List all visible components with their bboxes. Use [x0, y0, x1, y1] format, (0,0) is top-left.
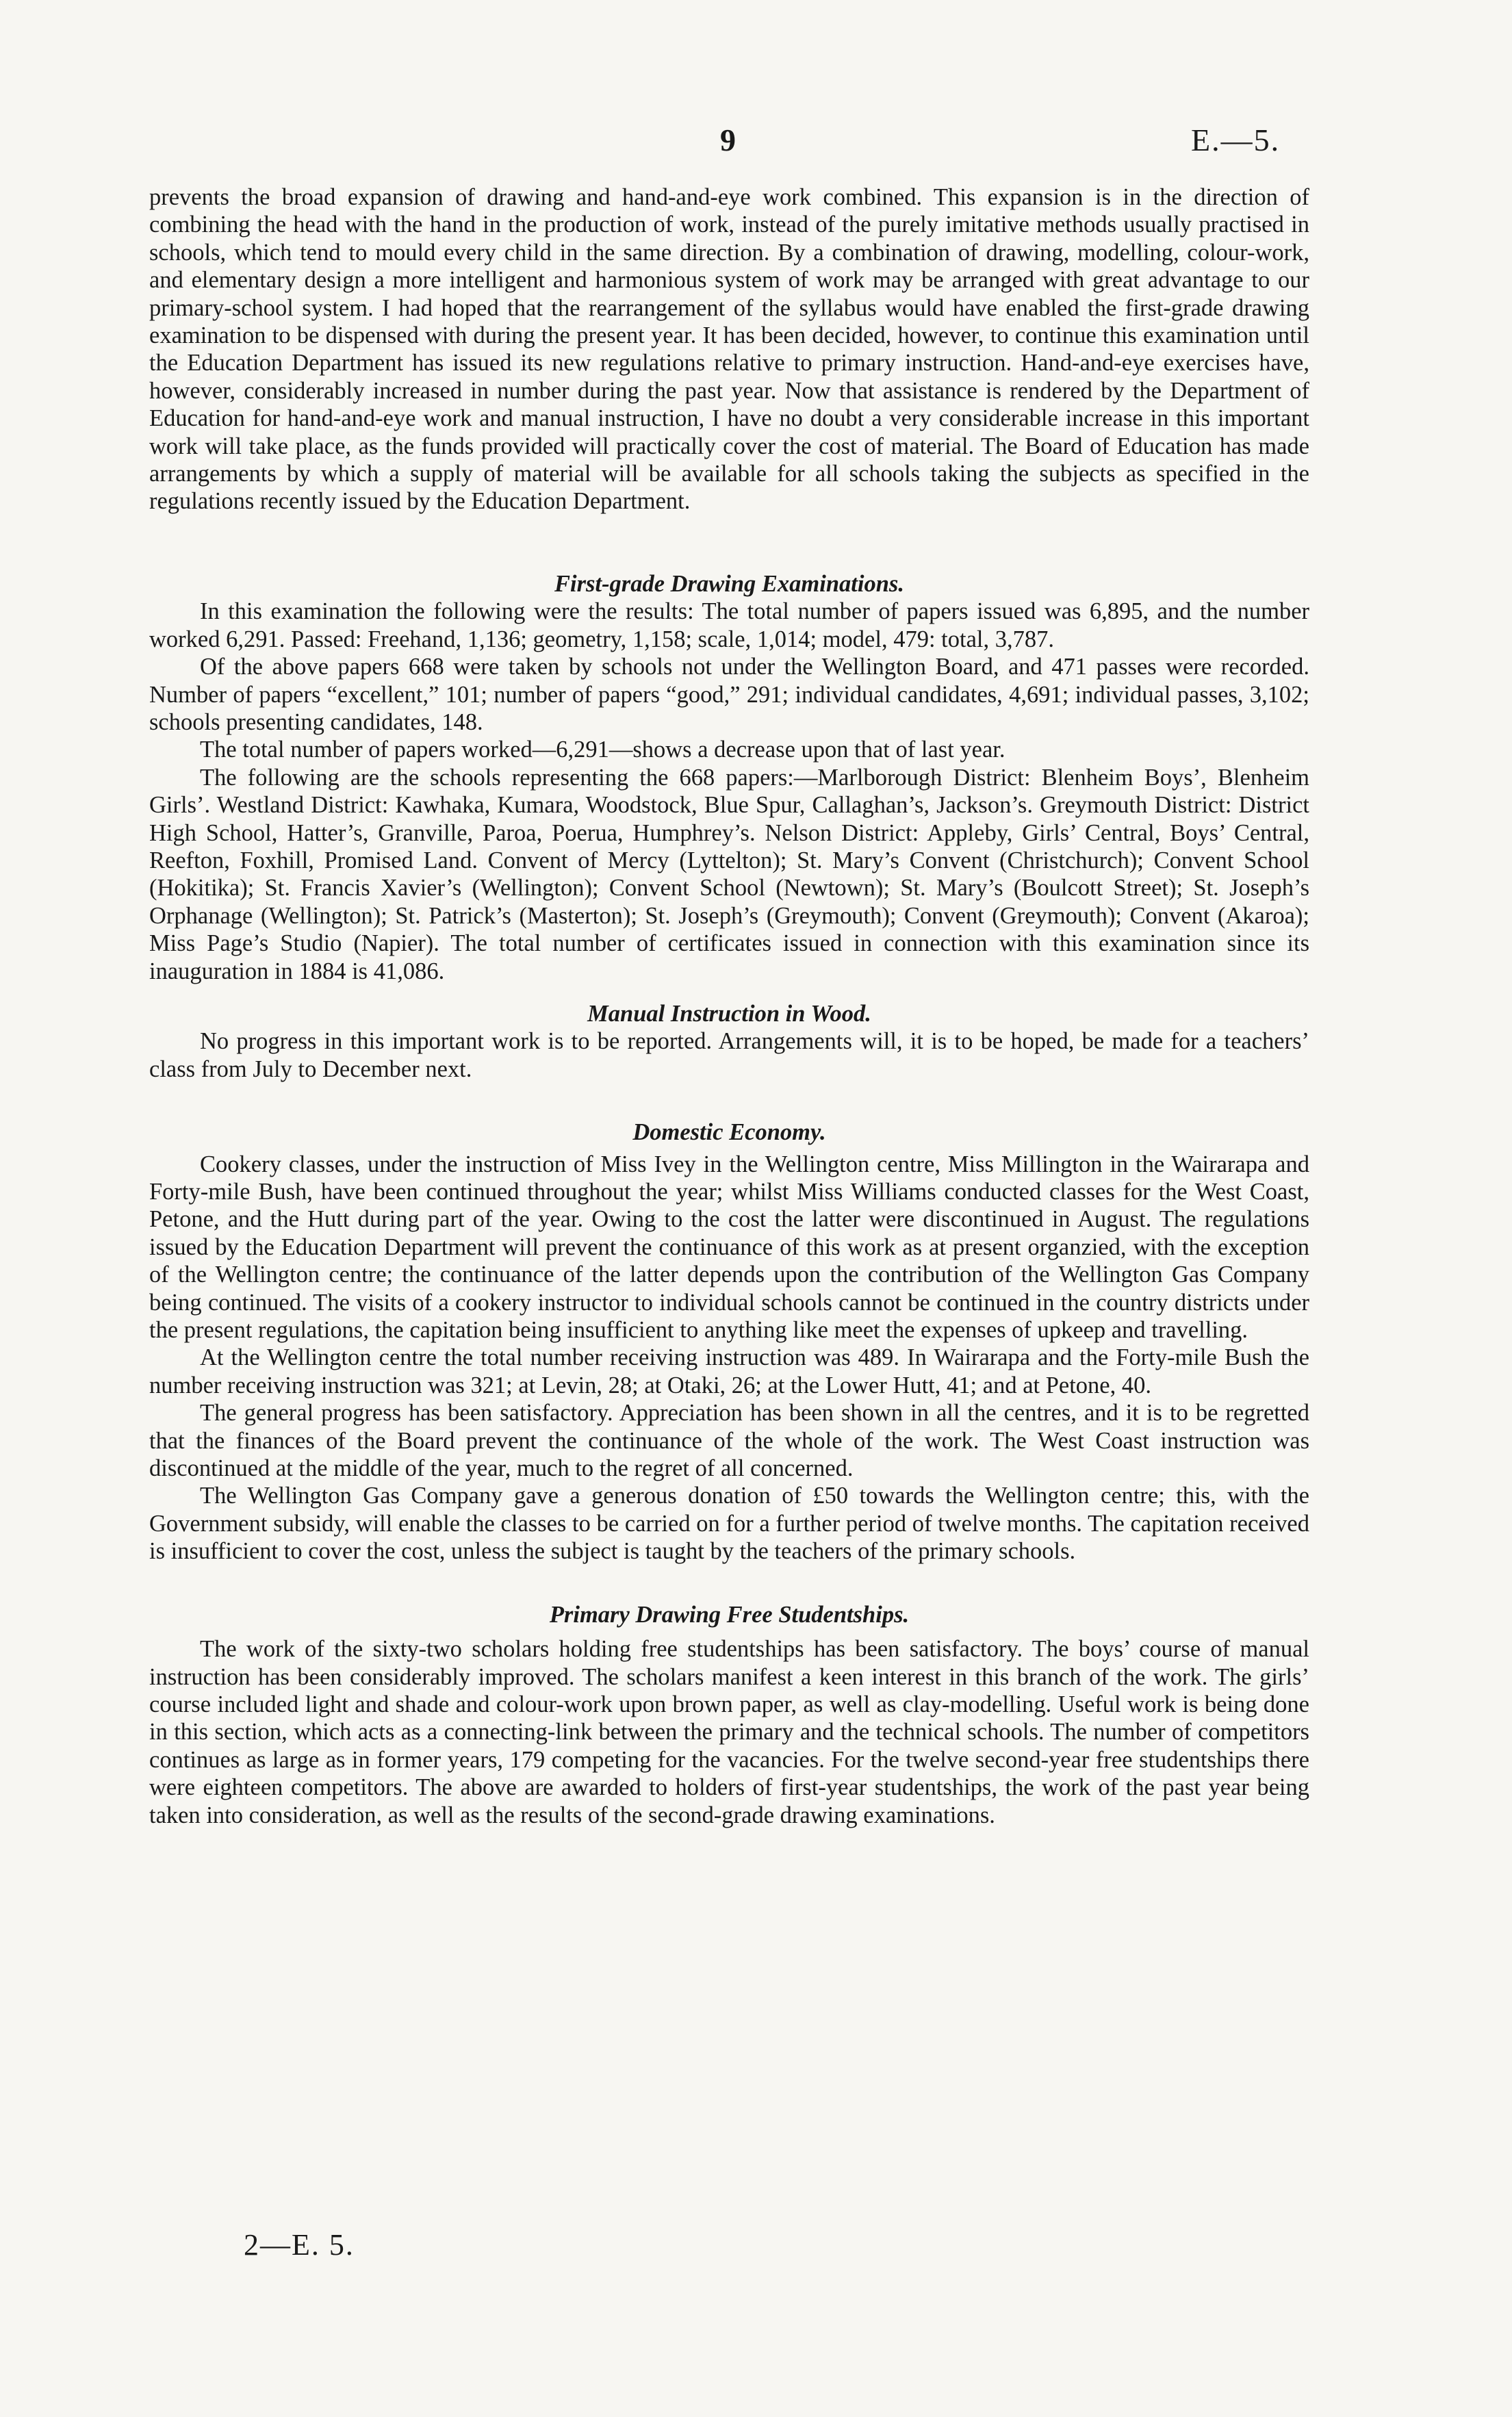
paragraph: Cookery classes, under the instruction of Miss Ivey in the Wellington centre, Miss Millington in the Wairarapa and Forty-mile Bush, have been continued throughout the year; whilst Miss Williams conducted classes for the West Coast, Petone, and the Hutt during part of the year. Owing to the cost the latter were discontinued in August. The regulations issued by the Education Department will prevent the continuance of this work as at present organzied, with the exception of the Wellington centre; the continuance of the latter depends upon the contribution of the Wellington Gas Company being continued. The visits of a cookery instructor to individual schools cannot be continued in the country districts under the present regulations, the capitation being insufficient to anything like meet the expenses of upkeep and travelling.: [149, 1151, 1309, 1344]
paragraph: At the Wellington centre the total number receiving instruction was 489. In Wairarapa and the Forty-mile Bush the number receiving instruction was 321; at Levin, 28; at Otaki, 26; at the Lower Hutt, 41; and at Petone, 40.: [149, 1344, 1309, 1398]
paragraph: The work of the sixty-two scholars holding free studentships has been satisfactory. The boys’ course of manual instruction has been considerably improved. The scholars manifest a keen interest in this branch of the work. The girls’ course included light and shade and colour-work upon brown paper, as well as clay-modelling. Useful work is being done in this section, which acts as a connecting-link between the primary and the technical schools. The number of competitors continues as large as in former years, 179 competing for the vacancies. For the twelve second-year free studentships there were eighteen competitors. The above are awarded to holders of first-year studentships, the work of the past year being taken into consideration, as well as the results of the second-grade drawing examinations.: [149, 1636, 1309, 1828]
page-number: 9: [720, 123, 736, 157]
paragraph: No progress in this important work is to be reported. Arrangements will, it is to be hoped, be made for a teachers’ class from July to December next.: [149, 1028, 1309, 1082]
paragraph-continued: prevents the broad expansion of drawing and hand-and-eye work combined. This expansion is in the direction of combining the head with the hand in the production of work, instead of the purely imitative methods usually practised in schools, which tend to mould every child in the same direction. By a combination of drawing, modelling, colour-work, and elementary design a more intelligent and harmonious system of work may be arranged with great advantage to our primary-school system. I had hoped that the rearrangement of the syllabus would have enabled the first-grade drawing examination to be dispensed with during the present year. It has been decided, however, to continue this examination until the Education Department has issued its new regulations relative to primary instruction. Hand-and-eye exercises have, however, considerably increased in number during the past year. Now that assistance is rendered by the Department of Education for hand-and-eye work and manual instruction, I have no doubt a very considerable increase in this important work will take place, as the funds provided will practically cover the cost of material. The Board of Education has made arrangements by which a supply of material will be available for all schools taking the subjects as specified in the regulations recently issued by the Education Department.: [149, 184, 1309, 515]
page-body: [149, 183, 1309, 1829]
section-heading-free-studentships: Primary Drawing Free Studentships.: [549, 1601, 910, 1628]
section-heading-first-grade: First-grade Drawing Examinations.: [554, 570, 904, 597]
paragraph: The total number of papers worked—6,291—shows a decrease upon that of last year.: [200, 737, 1005, 763]
paragraph: The following are the schools representing the 668 papers:—Marlborough District: Blenheim Boys’, Blenheim Girls’. Westland District: Kawhaka, Kumara, Woodstock, Blue Spur, Callaghan’s, Jackson’s. Greymouth District: District High School, Hatter’s, Granville, Paroa, Poerua, Humphrey’s. Nelson District: Appleby, Girls’ Central, Boys’ Central, Reefton, Foxhill, Promised Land. Convent of Mercy (Lyttelton); St. Mary’s Convent (Christchurch); Convent School (Hokitika); St. Francis Xavier’s (Wellington); Convent School (Newtown); St. Mary’s (Boulcott Street); St. Joseph’s Orphanage (Wellington); St. Patrick’s (Masterton); St. Joseph’s (Greymouth); Convent (Greymouth); Convent (Akaroa); Miss Page’s Studio (Napier). The total number of certificates issued in connection with this examination since its inauguration in 1884 is 41,086.: [149, 764, 1309, 984]
section-heading-manual-instruction: Manual Instruction in Wood.: [587, 1000, 871, 1027]
section-heading-domestic-economy: Domestic Economy.: [632, 1119, 826, 1146]
paragraph: In this examination the following were the results: The total number of papers issued was 6,895, and the number worked 6,291. Passed: Freehand, 1,136; geometry, 1,158; scale, 1,014; model, 479: total, 3,787.: [149, 598, 1309, 652]
document-reference: E.—5.: [1191, 123, 1281, 157]
signature-mark: 2—E. 5.: [244, 2228, 355, 2262]
paragraph: Of the above papers 668 were taken by schools not under the Wellington Board, and 471 passes were recorded. Number of papers “excellent,” 101; number of papers “good,” 291; individual candidates, 4,691; individual passes, 3,102; schools presenting candidates, 148.: [149, 654, 1309, 735]
paragraph: The Wellington Gas Company gave a generous donation of £50 towards the Wellington centre; this, with the Government subsidy, will enable the classes to be carried on for a further period of twelve months. The capitation received is insufficient to cover the cost, unless the subject is taught by the teachers of the primary schools.: [149, 1483, 1309, 1565]
paragraph: The general progress has been satisfactory. Appreciation has been shown in all the centres, and it is to be regretted that the finances of the Board prevent the continuance of the whole of the work. The West Coast instruction was discontinued at the middle of the year, much to the regret of all concerned.: [149, 1400, 1309, 1482]
